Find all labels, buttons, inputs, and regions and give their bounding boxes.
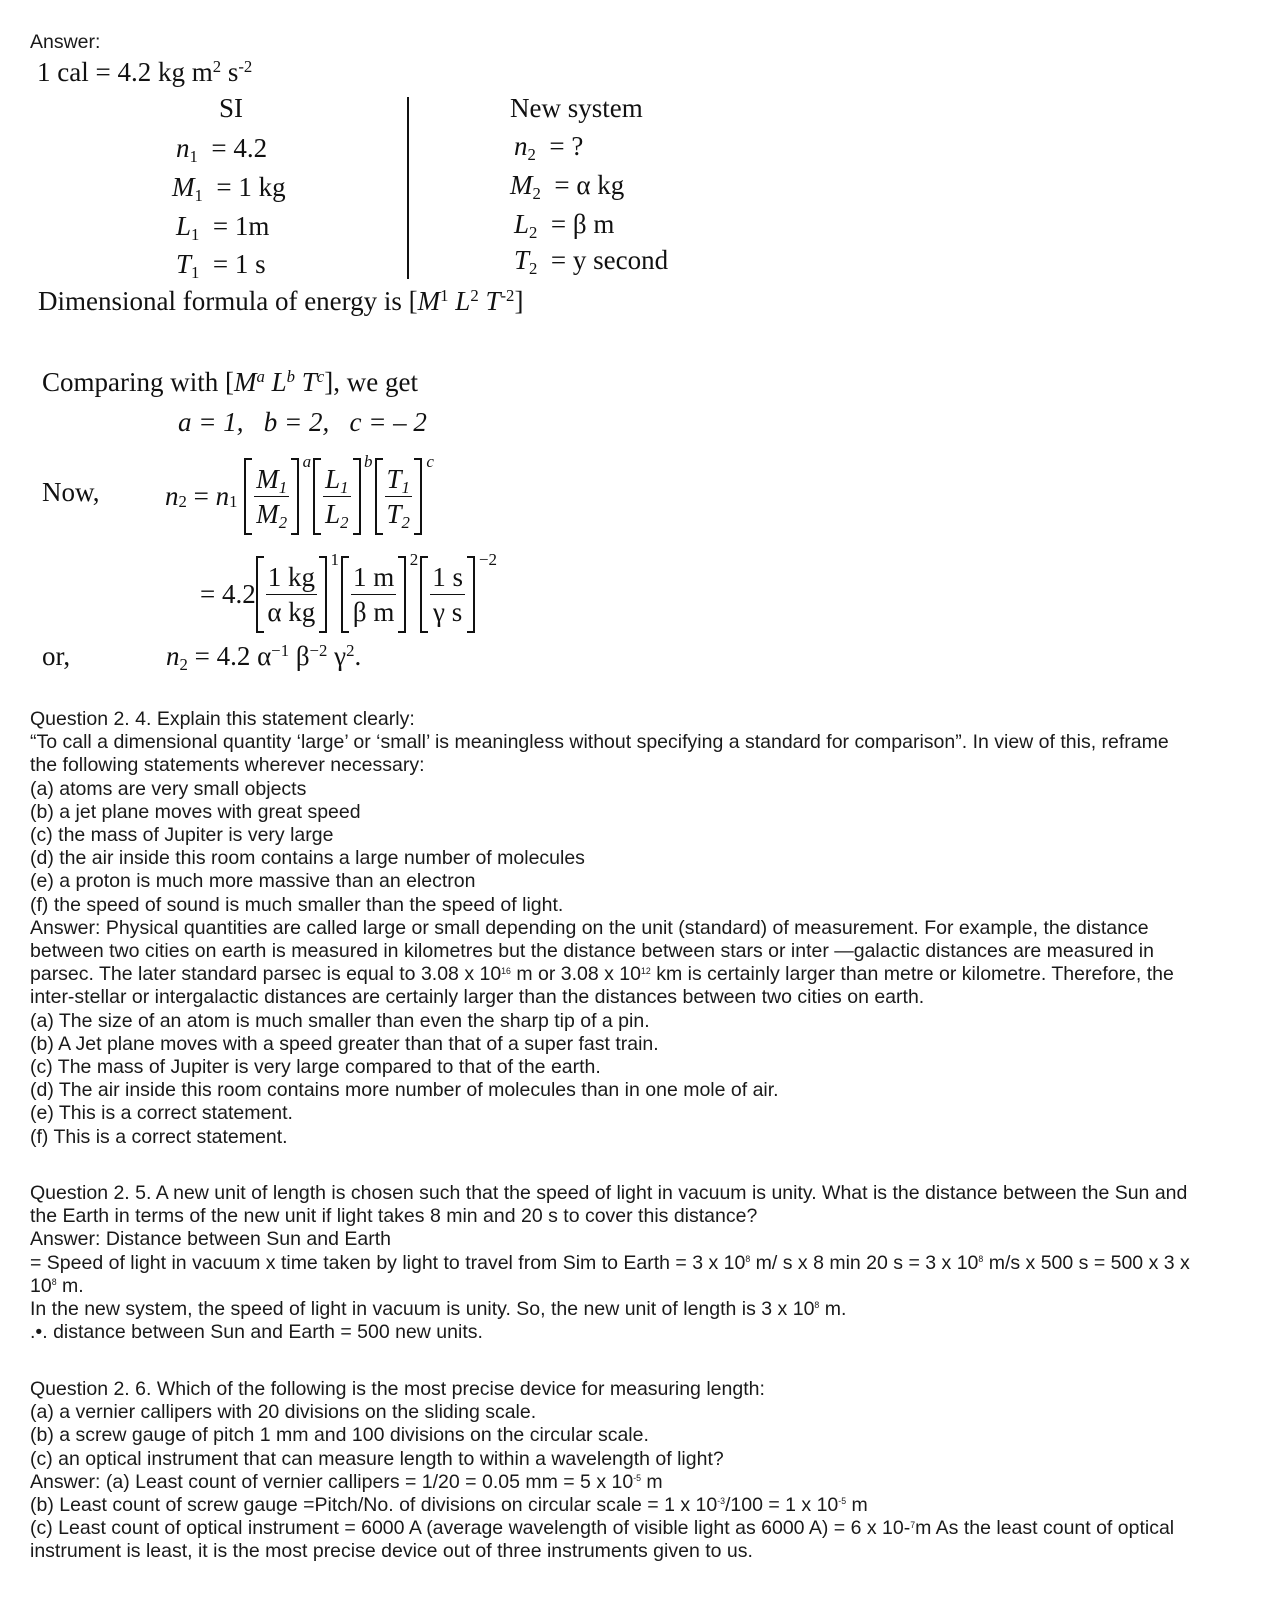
answer-text: between two cities on earth is measured in kilometres but the distance between stars or inter —galactic distances are measured in bbox=[30, 940, 1154, 963]
si-column-title: SI bbox=[219, 93, 244, 123]
answer-conclusion: .•. distance between Sun and Earth = 500 new units. bbox=[30, 1321, 483, 1344]
or-label: or, bbox=[42, 641, 71, 671]
reframed-item: (c) The mass of Jupiter is very large compared to that of the earth. bbox=[30, 1056, 601, 1079]
option-item: (a) a vernier callipers with 20 divisions on the sliding scale. bbox=[30, 1401, 537, 1424]
now-label: Now, bbox=[42, 477, 100, 507]
question-statement: the following statements wherever necessary: bbox=[30, 754, 425, 777]
question-title: Question 2. 6. Which of the following is the most precise device for measuring length: bbox=[30, 1378, 765, 1400]
option-item: (a) atoms are very small objects bbox=[30, 777, 307, 800]
answer-text: (b) Least count of screw gauge =Pitch/No. of divisions on circular scale = 1 x $10^{-3}/100 = 1$ x $10^{-5}$ m bbox=[30, 1494, 868, 1517]
exponent-values: a = 1, b = 2, c = – 2 bbox=[178, 407, 427, 437]
new-system-column-title: New system bbox=[510, 93, 643, 123]
option-item: (c) the mass of Jupiter is very large bbox=[30, 824, 334, 847]
bracket-term: $\frac{1 m}{\text{β m}}$ 2 bbox=[341, 560, 406, 629]
bracket-term: $\frac{T_1}{T_2}$ c bbox=[375, 462, 422, 531]
si-row: $n_1 = 4.2$ bbox=[176, 133, 268, 167]
bracket-term: $\frac{1 s}{\text{γ s}}$ −2 bbox=[420, 560, 475, 629]
dimensional-formula: Dimensional formula of energy is [$M^1$ $L^2$ $T^{-2}$] bbox=[38, 285, 524, 316]
calorie-equation: 1 cal = 4.2 kg $m^2$ $s^{-2}$ bbox=[37, 56, 253, 87]
reframed-item: (f) This is a correct statement. bbox=[30, 1125, 288, 1148]
question-statement: “To call a dimensional quantity ‘large’ or ‘small’ is meaningless without specifying a standard for comparison”. In view of this, reframe bbox=[30, 731, 1169, 754]
reframed-item: (b) A Jet plane moves with a speed greater than that of a super fast train. bbox=[30, 1032, 659, 1055]
reframed-item: (d) The air inside this room contains more number of molecules than in one mole of air. bbox=[30, 1079, 779, 1102]
option-item: (b) a jet plane moves with great speed bbox=[30, 800, 361, 823]
answer-text: $10^8$ m. bbox=[30, 1274, 84, 1297]
question-2-6 bbox=[30, 1378, 1260, 1564]
bracket-term: $\frac{1 kg}{\text{α kg}}$ 1 bbox=[256, 560, 327, 629]
option-item: (d) the air inside this room contains a large number of molecules bbox=[30, 847, 585, 870]
option-item: (c) an optical instrument that can measure length to within a wavelength of light? bbox=[30, 1447, 724, 1470]
si-row: $L_1 = 1m$ bbox=[176, 211, 270, 245]
question-title: Question 2. 4. Explain this statement clearly: bbox=[30, 708, 415, 730]
column-divider bbox=[407, 97, 409, 279]
answer-text: Answer: Distance between Sun and Earth bbox=[30, 1228, 391, 1251]
answer-text: inter-stellar or intergalactic distances are certainly larger than the distances between two cities on earth. bbox=[30, 986, 925, 1009]
answer-label: Answer: bbox=[30, 31, 101, 53]
question-title: the Earth in terms of the new unit if light takes 8 min and 20 s to cover this distance? bbox=[30, 1205, 758, 1228]
question-2-4 bbox=[30, 708, 1260, 1149]
bracket-term: $\frac{L_1}{L_2}$ b bbox=[313, 462, 360, 531]
new-system-row: $T_2 = y$ second bbox=[514, 245, 669, 279]
new-system-row: $M_2 = \alpha$ kg bbox=[510, 170, 625, 204]
question-2-5 bbox=[30, 1182, 1260, 1344]
answer-text: (c) Least count of optical instrument = 6000 A (average wavelength of visible light as 6000 A) = 6 x 10-$^7$m As the least count of optical bbox=[30, 1517, 1175, 1540]
new-system-row: $n_2$ = ? bbox=[514, 131, 584, 165]
answer-text: In the new system, the speed of light in vacuum is unity. So, the new unit of length is 3 x $10^8$ m. bbox=[30, 1298, 847, 1321]
formula-substituted: = 4.2 $\frac{1 kg}{\text{α kg}}$ 1 $\frac{1 m}{\text{β m}}$ 2 $\frac{1 s}{\text{γ s}}$ −2 bbox=[200, 550, 498, 627]
reframed-item: (a) The size of an atom is much smaller than even the sharp tip of a pin. bbox=[30, 1009, 650, 1032]
option-item: (f) the speed of sound is much smaller than the speed of light. bbox=[30, 893, 564, 916]
reframed-item: (e) This is a correct statement. bbox=[30, 1102, 293, 1125]
answer-text: parsec. The later standard parsec is equal to 3.08 x $10^{16}$ m or 3.08 x $10^{12}$ km is certainly larger than metre or kilometre. Therefore, the bbox=[30, 963, 1174, 986]
option-item: (e) a proton is much more massive than an electron bbox=[30, 870, 476, 893]
si-row: $T_1 = 1$ s bbox=[176, 249, 266, 283]
answer-text: Answer: (a) Least count of vernier callipers = 1/20 = 0.05 mm = 5 x $10^{-5}$ m bbox=[30, 1470, 663, 1493]
si-row: $M_1 = 1$ kg bbox=[172, 172, 286, 206]
answer-text: Answer: Physical quantities are called large or small depending on the unit (standard) of measurement. For example, the distance bbox=[30, 916, 1149, 939]
formula-general: n $_2$ = n $_1$ $\frac{M_1}{M_2}$ a $\frac{L_1}{L_2}$ b $\frac{T_1}{T_2}$ c bbox=[165, 452, 434, 533]
question-title: Question 2. 5. A new unit of length is chosen such that the speed of light in vacuum is unity. What is the distance between the Sun and bbox=[30, 1182, 1188, 1204]
bracket-term: $\frac{M_1}{M_2}$ a bbox=[244, 462, 299, 531]
result-equation: $n_2 = 4.2$ $\alpha^{-1}$ $\beta^{-2}$ $\gamma^2$. bbox=[166, 640, 362, 675]
comparing-line: Comparing with [$M^a$ $L^b$ $T^c$], we get bbox=[42, 366, 418, 397]
new-system-row: $L_2 = \beta$ m bbox=[514, 209, 615, 243]
answer-text: instrument is least, it is the most precise device out of three instruments given to us. bbox=[30, 1540, 753, 1563]
answer-text: = Speed of light in vacuum x time taken by light to travel from Sim to Earth = 3 x $10^8$ m/ s x 8 min 20 s = 3 x $10^8$ m/s x 500 s = 500 x 3 x bbox=[30, 1251, 1190, 1274]
option-item: (b) a screw gauge of pitch 1 mm and 100 divisions on the circular scale. bbox=[30, 1424, 649, 1447]
